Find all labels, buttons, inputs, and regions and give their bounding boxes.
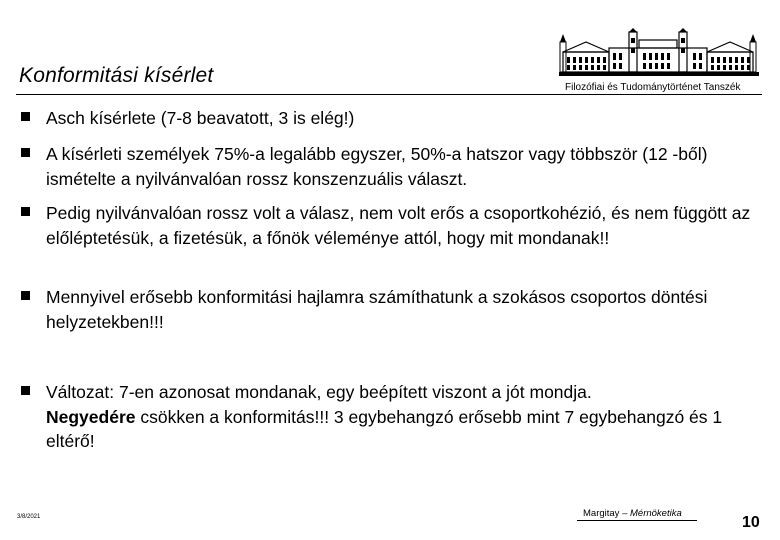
bullet-emphasis: Negyedére	[46, 406, 136, 427]
bullet-text-part: csökken a konformitás!!! 3 egybehangzó erősebb mint 7 egybehangzó és 1 eltérő!	[46, 406, 723, 452]
square-bullet-icon	[21, 112, 30, 121]
square-bullet-icon	[21, 291, 30, 300]
slide-title: Konformitási kísérlet	[19, 64, 214, 87]
bullet-text	[46, 380, 761, 454]
footer-author	[583, 508, 682, 519]
footer-author-name: Margitay –	[583, 508, 628, 519]
bullet-text-part: Változat: 7-en azonosat mondanak, egy beépített viszont a jót mondja.	[46, 382, 592, 402]
footer-divider	[577, 520, 697, 521]
bullet-text: Asch kísérlete (7-8 beavatott, 3 is elég!)	[46, 108, 355, 128]
bullet-text: Mennyivel erősebb konformitási hajlamra számíthatunk a szokásos csoportos döntési helyzetekben!!!	[46, 287, 708, 332]
footer-date: 3/8/2021	[17, 514, 41, 520]
page-number: 10	[742, 514, 760, 531]
title-divider	[16, 94, 762, 95]
bullet-text: Pedig nyilvánvalóan rossz volt a válasz, nem volt erős a csoportkohézió, és nem függött az előléptetésük, a fizetésük, a főnök véleménye attól, hogy mit mondanak!!	[46, 203, 751, 248]
bullet-text: A kísérleti személyek 75%-a legalább egyszer, 50%-a hatszor vagy többször (12 -ből) ismételte a nyilvánvalóan rossz konszenzuális választ.	[46, 144, 708, 189]
square-bullet-icon	[21, 386, 30, 395]
university-building-icon	[557, 28, 779, 80]
square-bullet-icon	[21, 148, 30, 157]
department-logo	[557, 28, 779, 94]
footer-course: Mérnöketika	[630, 508, 682, 519]
square-bullet-icon	[21, 207, 30, 216]
logo-caption: Filozófiai és Tudománytörténet Tanszék	[565, 82, 741, 93]
